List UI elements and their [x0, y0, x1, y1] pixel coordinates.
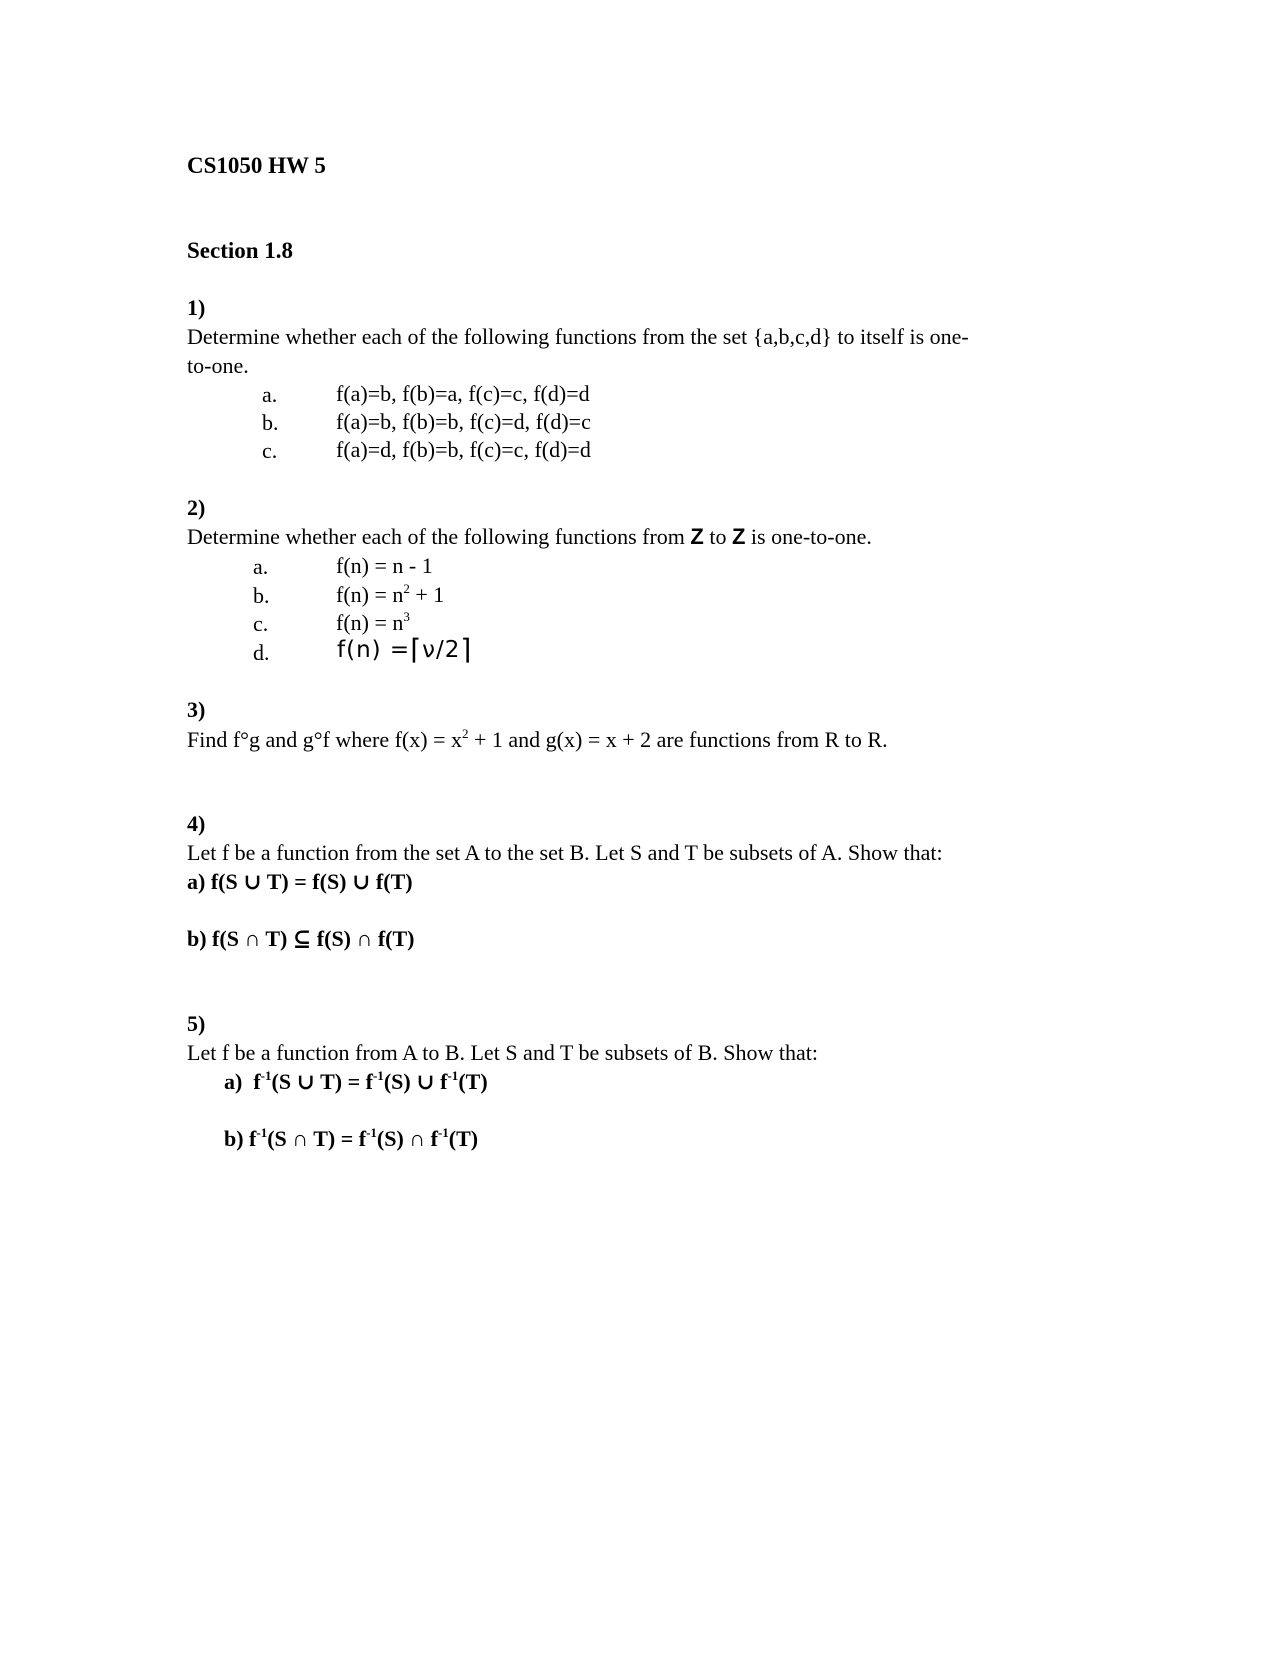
- question-4-part-b: b) f(S ∩ T) ⊆ f(S) ∩ f(T): [187, 926, 415, 951]
- question-5-part-a-f: f: [253, 1069, 261, 1094]
- question-2-prompt-mid: to: [703, 524, 732, 549]
- question-4-prompt: Let f be a function from the set A to the set B. Let S and T be subsets of A. Show that:: [187, 840, 943, 865]
- inverse-exponent-3: -1: [447, 1068, 459, 1083]
- question-2-item-b-exponent: 2: [403, 581, 410, 596]
- question-3-prompt: [187, 726, 888, 754]
- question-2-set-z-2: Z: [731, 524, 746, 549]
- question-2-item-d-inner: ν/2: [422, 637, 461, 663]
- question-1-item-b-label: b.: [262, 410, 279, 435]
- question-2-item-d-text: [337, 633, 473, 666]
- question-1-item-c-label: c.: [262, 438, 278, 463]
- inverse-exponent-6: -1: [437, 1125, 449, 1140]
- question-5-prompt: Let f be a function from A to B. Let S and T be subsets of B. Show that:: [187, 1040, 819, 1065]
- question-1-item-c-text: f(a)=d, f(b)=b, f(c)=c, f(d)=d: [336, 437, 591, 462]
- question-1-item-a-text: f(a)=b, f(b)=a, f(c)=c, f(d)=d: [336, 381, 590, 406]
- question-2-item-c-base: f(n) = n: [336, 610, 404, 635]
- question-2-item-b-text: [336, 581, 444, 609]
- question-2-prompt-pre: Determine whether each of the following functions from: [187, 524, 691, 549]
- inverse-exponent-2: -1: [372, 1068, 384, 1083]
- question-5-part-b: [224, 1125, 478, 1153]
- question-2-prompt: [187, 523, 872, 551]
- question-1-item-b-text: f(a)=b, f(b)=b, f(c)=d, f(d)=c: [336, 409, 591, 434]
- question-2-item-c-text: [336, 609, 410, 637]
- question-2-item-d-label: d.: [253, 640, 270, 665]
- question-2-item-c-exponent: 3: [403, 609, 410, 624]
- question-1-number: 1): [187, 295, 206, 320]
- question-5-part-a-t2: (S) ∪ f: [383, 1069, 448, 1094]
- document-title: CS1050 HW 5: [187, 153, 326, 178]
- question-5-part-a-t3: (T): [458, 1069, 488, 1094]
- inverse-exponent-1: -1: [260, 1068, 272, 1083]
- ceiling-close-icon: ⌉: [460, 633, 473, 666]
- inverse-exponent-5: -1: [366, 1125, 377, 1140]
- question-5-part-a-t1: (S ∪ T) = f: [271, 1069, 373, 1094]
- question-3-number: 3): [187, 697, 206, 722]
- question-2-item-b-base: f(n) = n: [336, 582, 404, 607]
- section-heading: Section 1.8: [187, 238, 294, 263]
- question-2-item-d-pre: f(n) =: [337, 637, 411, 663]
- question-2-item-a-text: f(n) = n - 1: [336, 553, 433, 578]
- question-3-part-2: + 1 and g(x) = x + 2 are functions from R to R.: [468, 727, 888, 752]
- question-2-set-z-1: Z: [690, 524, 704, 549]
- ceiling-open-icon: ⌈: [410, 633, 423, 666]
- question-2-prompt-post: is one-to-one.: [745, 524, 872, 549]
- question-2-item-b-after: + 1: [409, 582, 445, 607]
- question-5-part-b-t1: (S ∩ T) = f: [267, 1126, 367, 1151]
- inverse-exponent-4: -1: [256, 1125, 268, 1140]
- question-5-part-b-t2: (S) ∩ f: [376, 1126, 438, 1151]
- question-5-part-b-label: b) f: [224, 1126, 257, 1151]
- question-3-exponent: 2: [462, 726, 469, 741]
- question-5-part-a: [224, 1068, 488, 1096]
- question-2-item-a-label: a.: [253, 554, 269, 579]
- question-4-part-a: a) f(S ∪ T) = f(S) ∪ f(T): [187, 869, 413, 894]
- question-3-part-1: Find f°g and g°f where f(x) = x: [187, 727, 462, 752]
- question-4-number: 4): [187, 811, 206, 836]
- question-5-number: 5): [187, 1011, 206, 1036]
- question-1-prompt-line-2: to-one.: [187, 353, 249, 378]
- question-1-item-a-label: a.: [262, 382, 278, 407]
- question-2-item-c-label: c.: [253, 611, 269, 636]
- question-2-number: 2): [187, 495, 206, 520]
- question-2-item-b-label: b.: [253, 583, 270, 608]
- question-5-part-a-label: a): [224, 1069, 243, 1094]
- question-1-prompt-line-1: Determine whether each of the following functions from the set {a,b,c,d} to itself is one-: [187, 324, 969, 349]
- question-5-part-b-t3: (T): [448, 1126, 479, 1151]
